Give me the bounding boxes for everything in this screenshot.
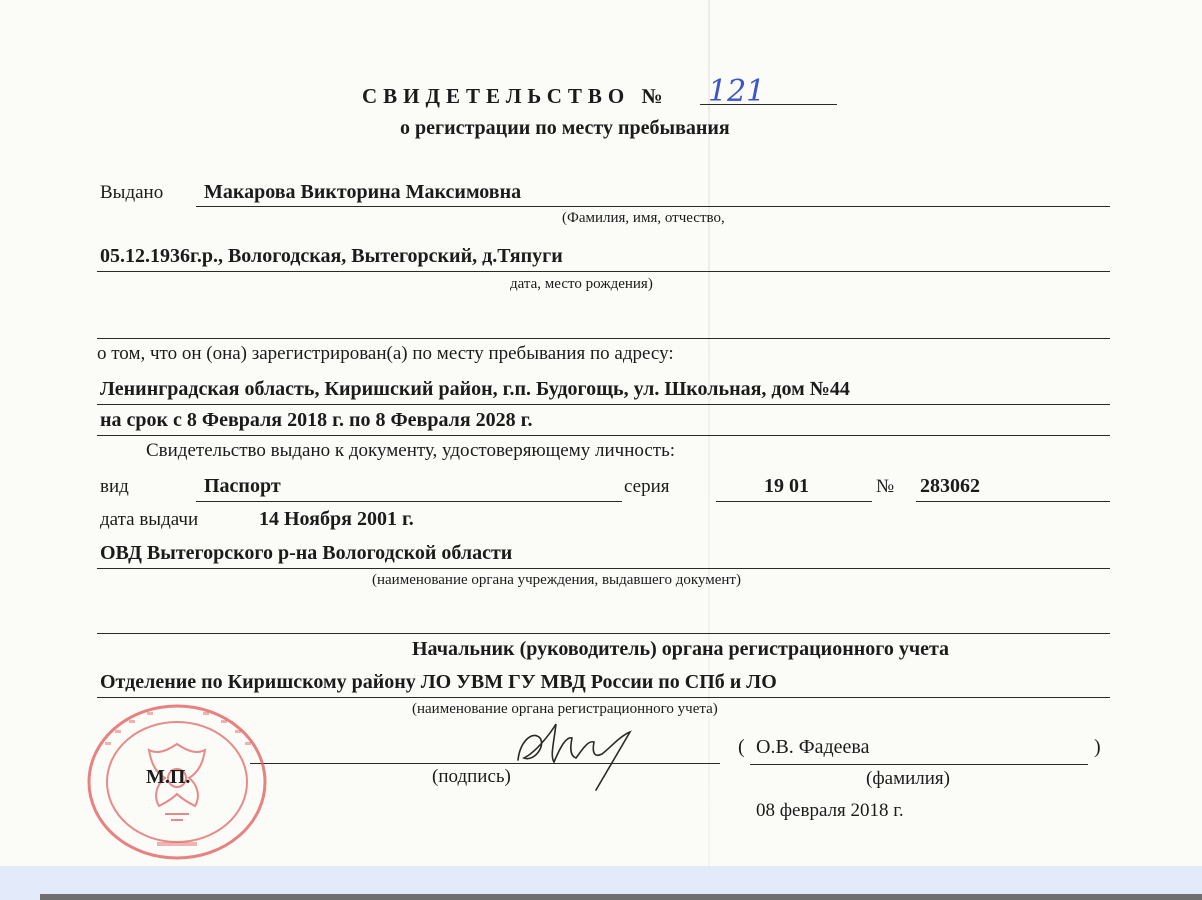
document-subtitle: о регистрации по месту пребывания bbox=[400, 117, 730, 139]
registration-body-line bbox=[97, 697, 1110, 698]
registration-body: Отделение по Киришскому району ЛО УВМ ГУ МВД России по СПб и ЛО bbox=[100, 671, 777, 693]
name-line bbox=[196, 206, 1110, 207]
certificate-number: 121 bbox=[708, 74, 766, 109]
birth-caption: дата, место рождения) bbox=[510, 276, 653, 292]
series-label: серия bbox=[624, 476, 670, 497]
date-signed: 08 февраля 2018 г. bbox=[756, 800, 904, 821]
registration-term: на срок с 8 Февраля 2018 г. по 8 Февраля 2028 г. bbox=[100, 409, 533, 431]
blank-line bbox=[97, 338, 1110, 339]
doc-number: 283062 bbox=[920, 475, 980, 497]
series-line bbox=[716, 501, 872, 502]
issue-date: 14 Ноября 2001 г. bbox=[259, 508, 414, 530]
identity-doc-statement: Свидетельство выдано к документу, удостоверяющему личность: bbox=[146, 440, 676, 461]
doc-number-line bbox=[916, 501, 1110, 502]
issue-date-label: дата выдачи bbox=[100, 509, 199, 530]
signer-close-paren: ) bbox=[1094, 736, 1101, 758]
document-title: СВИДЕТЕЛЬСТВО № bbox=[362, 84, 669, 108]
signer-line bbox=[750, 764, 1088, 765]
doc-type-line bbox=[196, 501, 622, 502]
term-line bbox=[97, 435, 1110, 436]
full-name-caption: (Фамилия, имя, отчество, bbox=[562, 210, 725, 226]
birth-info: 05.12.1936г.р., Вологодская, Вытегорский, д.Тяпуги bbox=[100, 245, 563, 267]
doc-type-label: вид bbox=[100, 476, 129, 497]
issuing-authority-caption: (наименование органа учреждения, выдавшего документ) bbox=[372, 572, 741, 588]
handwritten-signature bbox=[510, 712, 660, 792]
surname-caption: (фамилия) bbox=[866, 768, 950, 789]
stamp-place-label: М.П. bbox=[146, 766, 191, 788]
head-title: Начальник (руководитель) органа регистрационного учета bbox=[412, 638, 950, 660]
doc-type: Паспорт bbox=[204, 475, 281, 497]
registration-body-caption: (наименование органа регистрационного учета) bbox=[412, 701, 718, 717]
address-line bbox=[97, 404, 1110, 405]
number-underline bbox=[700, 104, 837, 105]
registration-statement: о том, что он (она) зарегистрирован(а) по месту пребывания по адресу: bbox=[97, 343, 674, 364]
full-name: Макарова Викторина Максимовна bbox=[204, 181, 522, 203]
signature-caption: (подпись) bbox=[432, 766, 511, 787]
blank-line-2 bbox=[97, 633, 1110, 634]
signer-open-paren: ( bbox=[738, 736, 745, 758]
issuing-authority: ОВД Вытегорского р-на Вологодской области bbox=[100, 542, 513, 564]
authority-line bbox=[97, 568, 1110, 569]
bottom-edge bbox=[40, 894, 1202, 900]
doc-series: 19 01 bbox=[764, 475, 809, 497]
address: Ленинградская область, Киришский район, г.п. Будогощь, ул. Школьная, дом №44 bbox=[100, 378, 850, 400]
bottom-bar bbox=[0, 866, 1202, 900]
signer-name: О.В. Фадеева bbox=[756, 736, 870, 758]
birth-line bbox=[97, 271, 1110, 272]
number-label: № bbox=[876, 476, 895, 497]
issued-label: Выдано bbox=[100, 182, 164, 203]
